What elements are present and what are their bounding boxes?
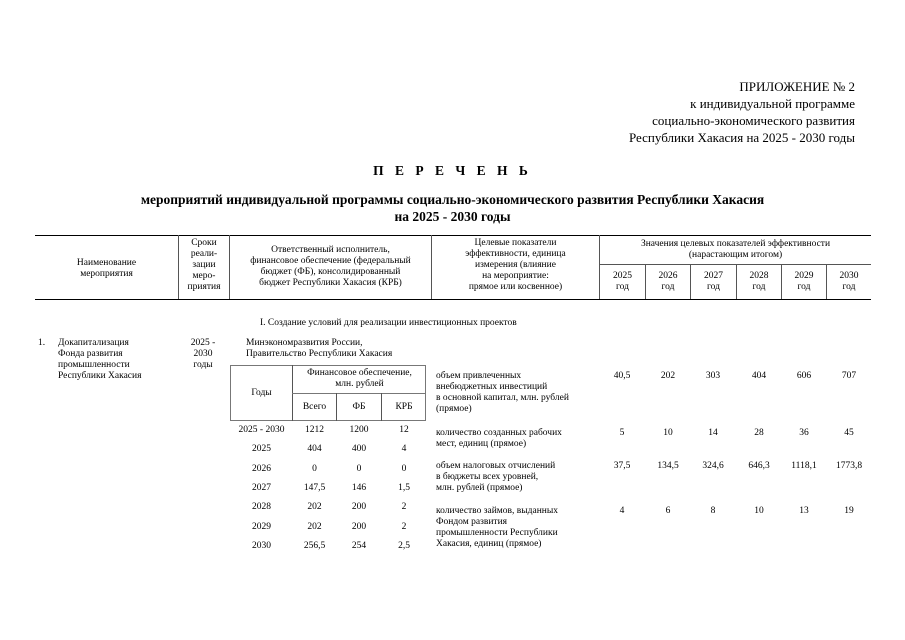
indicator-line: количество созданных рабочих bbox=[436, 428, 562, 438]
finance-cell: 0 bbox=[356, 463, 362, 474]
indicator-value: 36 bbox=[799, 428, 809, 438]
indicator-line: в бюджеты всех уровней, bbox=[436, 472, 539, 482]
indicator-line: (прямое) bbox=[436, 404, 472, 414]
table-header-bottom-border bbox=[35, 299, 871, 300]
appendix-line: к индивидуальной программе bbox=[690, 96, 855, 111]
finance-cell: 2025 - 2030 bbox=[238, 425, 285, 435]
indicator-value: 404 bbox=[751, 371, 767, 381]
finance-cell: 146 bbox=[351, 482, 367, 493]
finance-cell: 400 bbox=[351, 444, 367, 455]
header-text: зации bbox=[192, 260, 216, 270]
finance-cell: 2028 bbox=[252, 502, 271, 513]
row-terms-line: годы bbox=[193, 360, 213, 370]
year-text: 2028 bbox=[749, 271, 769, 281]
finance-cell: 2029 bbox=[252, 521, 271, 532]
indicator-value: 19 bbox=[844, 506, 854, 516]
finance-cell: 1,5 bbox=[398, 482, 410, 493]
finance-cell: 2 bbox=[401, 521, 407, 532]
year-header-2029 bbox=[782, 271, 826, 293]
year-header-2025 bbox=[600, 271, 645, 293]
row-responsible-line: Минэкономразвития России, bbox=[246, 338, 363, 348]
header-text: реали- bbox=[190, 249, 218, 259]
row-name bbox=[58, 338, 176, 382]
finance-col-krb: КРБ bbox=[395, 402, 413, 412]
indicator-line: млн. рублей (прямое) bbox=[436, 483, 523, 493]
indicator-value: 45 bbox=[844, 428, 854, 438]
finance-cell: 12 bbox=[399, 425, 409, 435]
header-text: мероприятия bbox=[80, 269, 133, 279]
indicator-value: 10 bbox=[663, 428, 673, 438]
document-title: П Е Р Е Ч Е Н Ь bbox=[373, 163, 532, 178]
indicator-value: 8 bbox=[710, 506, 716, 516]
indicator-text bbox=[436, 506, 601, 550]
appendix-line: ПРИЛОЖЕНИЕ № 2 bbox=[739, 79, 855, 94]
header-text: на мероприятие: bbox=[482, 271, 549, 281]
finance-cell: 200 bbox=[351, 502, 367, 513]
year-header-2026 bbox=[646, 271, 690, 293]
header-indicators bbox=[432, 238, 599, 293]
year-word: год bbox=[797, 282, 811, 292]
indicator-value: 1118,1 bbox=[791, 461, 817, 471]
header-text: Значения целевых показателей эффективности bbox=[640, 239, 831, 249]
finance-cell: 1212 bbox=[305, 425, 324, 435]
finance-col-fb: ФБ bbox=[352, 402, 366, 412]
appendix-line: социально-экономического развития bbox=[652, 113, 855, 128]
header-terms bbox=[179, 238, 229, 293]
indicator-line: в основной капитал, млн. рублей bbox=[436, 393, 569, 403]
indicator-line: объем налоговых отчислений bbox=[436, 461, 556, 471]
finance-cell: 202 bbox=[307, 502, 322, 513]
row-number: 1. bbox=[38, 338, 46, 348]
indicator-line: Фондом развития bbox=[436, 517, 508, 527]
indicator-line: Хакасия, единиц (прямое) bbox=[436, 539, 542, 549]
indicator-value: 40,5 bbox=[613, 371, 631, 381]
indicator-value: 324,6 bbox=[702, 461, 724, 471]
indicator-value: 5 bbox=[619, 428, 625, 438]
year-header-2028 bbox=[737, 271, 781, 293]
indicator-value: 134,5 bbox=[657, 461, 679, 471]
row-terms-line: 2030 bbox=[193, 349, 213, 359]
year-header-2030 bbox=[827, 271, 871, 293]
year-text: 2025 bbox=[613, 271, 632, 281]
indicator-value: 4 bbox=[619, 506, 625, 516]
row-name-line: Докапитализация bbox=[58, 338, 129, 348]
row-name-line: промышленности bbox=[58, 360, 130, 370]
indicator-value: 303 bbox=[705, 371, 721, 381]
indicator-value: 10 bbox=[754, 506, 764, 516]
indicator-line: промышленности Республики bbox=[436, 528, 558, 538]
subtitle-line: мероприятий индивидуальной программы социально-экономического развития Республики Хакасия bbox=[140, 192, 765, 207]
finance-years-header: Годы bbox=[251, 388, 272, 398]
finance-cell: 2 bbox=[401, 502, 407, 513]
appendix-line: Республики Хакасия на 2025 - 2030 годы bbox=[628, 130, 855, 145]
finance-header bbox=[293, 368, 426, 390]
header-text: Наименование bbox=[76, 258, 137, 268]
header-text: (нарастающим итогом) bbox=[688, 250, 783, 260]
indicator-value: 606 bbox=[796, 371, 812, 381]
indicator-value: 646,3 bbox=[748, 461, 770, 471]
finance-cell: 2,5 bbox=[398, 540, 410, 551]
finance-cell: 2025 bbox=[252, 444, 271, 455]
header-text: прямое или косвенное) bbox=[468, 282, 563, 292]
indicator-line: количество займов, выданных bbox=[436, 506, 558, 516]
finance-cell: 2026 bbox=[252, 463, 271, 474]
header-text: Целевые показатели bbox=[474, 238, 557, 248]
header-text: финансовое обеспечение (федеральный bbox=[250, 256, 411, 266]
year-word: год bbox=[661, 282, 675, 292]
finance-header-line: млн. рублей bbox=[335, 379, 384, 389]
indicator-value: 707 bbox=[841, 371, 857, 381]
indicator-value: 13 bbox=[799, 506, 809, 516]
finance-cell: 2027 bbox=[252, 482, 271, 493]
header-values bbox=[600, 239, 871, 261]
finance-cell: 0 bbox=[312, 463, 317, 474]
header-text: бюджет (ФБ), консолидированный bbox=[260, 267, 401, 277]
table-top-border bbox=[35, 235, 871, 236]
appendix-header bbox=[629, 78, 855, 146]
finance-cell: 404 bbox=[307, 444, 322, 455]
indicator-value: 14 bbox=[708, 428, 718, 438]
indicator-value: 37,5 bbox=[613, 461, 631, 471]
finance-cell: 256,5 bbox=[303, 540, 326, 551]
subtitle-line: на 2025 - 2030 годы bbox=[394, 209, 511, 224]
row-responsible bbox=[246, 338, 392, 360]
header-text: измерения (влияние bbox=[475, 260, 556, 270]
header-name bbox=[35, 258, 178, 280]
finance-divider bbox=[292, 393, 426, 394]
indicator-value: 28 bbox=[754, 428, 764, 438]
header-text: бюджет Республики Хакасия (КРБ) bbox=[259, 278, 402, 288]
indicator-line: мест, единиц (прямое) bbox=[436, 439, 527, 449]
header-responsible bbox=[230, 245, 431, 289]
finance-cell: 202 bbox=[307, 521, 322, 532]
finance-cell: 254 bbox=[351, 540, 367, 551]
indicator-text bbox=[436, 428, 601, 450]
year-word: год bbox=[842, 282, 856, 292]
header-text: Ответственный исполнитель, bbox=[271, 245, 390, 255]
years-divider bbox=[599, 264, 871, 265]
indicator-value: 202 bbox=[660, 371, 676, 381]
year-header-2027 bbox=[691, 271, 736, 293]
indicator-value: 6 bbox=[665, 506, 671, 516]
section-title: I. Создание условий для реализации инвестиционных проектов bbox=[260, 318, 517, 328]
row-name-line: Республики Хакасия bbox=[58, 371, 142, 381]
header-text: приятия bbox=[187, 282, 221, 292]
finance-header-line: Финансовое обеспечение, bbox=[307, 368, 412, 378]
row-responsible-line: Правительство Республики Хакасия bbox=[246, 349, 393, 359]
finance-cell: 2030 bbox=[252, 540, 271, 551]
finance-cell: 200 bbox=[351, 521, 367, 532]
row-terms-line: 2025 - bbox=[190, 338, 216, 348]
finance-cell: 0 bbox=[401, 463, 407, 474]
finance-cell: 1200 bbox=[349, 425, 369, 435]
header-text: Сроки bbox=[191, 238, 217, 248]
row-name-line: Фонда развития bbox=[58, 349, 123, 359]
finance-cell: 4 bbox=[401, 444, 407, 455]
indicator-text bbox=[436, 461, 601, 494]
year-word: год bbox=[616, 282, 629, 292]
row-terms bbox=[181, 338, 225, 371]
year-text: 2030 bbox=[839, 271, 859, 281]
finance-cell: 147,5 bbox=[303, 482, 326, 493]
document-subtitle bbox=[0, 191, 905, 225]
year-text: 2027 bbox=[704, 271, 723, 281]
year-word: год bbox=[752, 282, 766, 292]
indicator-line: объем привлеченных bbox=[436, 371, 522, 381]
indicator-line: внебюджетных инвестиций bbox=[436, 382, 548, 392]
year-text: 2029 bbox=[794, 271, 814, 281]
header-text: эффективности, единица bbox=[465, 249, 566, 259]
year-word: год bbox=[707, 282, 720, 292]
year-text: 2026 bbox=[658, 271, 678, 281]
finance-col-total: Всего bbox=[302, 402, 327, 412]
indicator-text bbox=[436, 371, 601, 415]
indicator-value: 1773,8 bbox=[835, 461, 863, 471]
header-text: меро- bbox=[192, 271, 216, 281]
